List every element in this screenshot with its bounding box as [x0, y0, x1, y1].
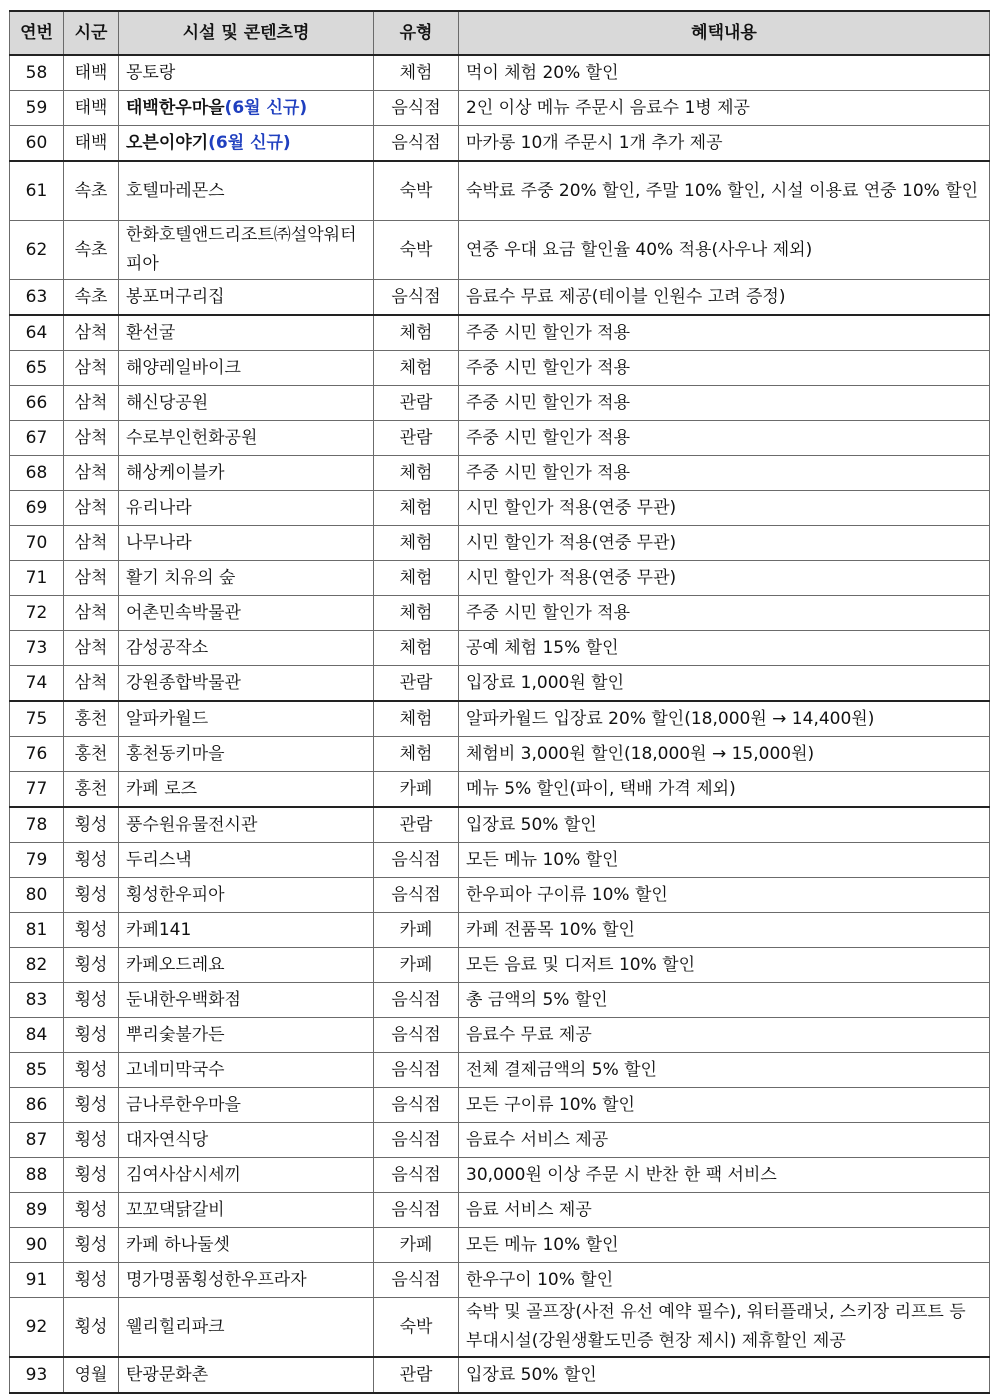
header-type: 유형: [374, 11, 459, 55]
header-row: [10, 11, 990, 55]
cell-type: 관람: [374, 421, 459, 456]
cell-benefit: 30,000원 이상 주문 시 반찬 한 팩 서비스: [459, 1158, 990, 1193]
cell-facility-name: [119, 1228, 374, 1263]
cell-number: 87: [10, 1123, 64, 1158]
cell-facility-name: [119, 772, 374, 808]
cell-number: 59: [10, 91, 64, 126]
cell-facility-name: [119, 526, 374, 561]
cell-facility-name: [119, 701, 374, 737]
cell-number: 68: [10, 456, 64, 491]
cell-benefit: 숙박료 주중 20% 할인, 주말 10% 할인, 시설 이용료 연중 10% 할인: [459, 161, 990, 221]
cell-benefit: 연중 우대 요금 할인율 40% 적용(사우나 제외): [459, 221, 990, 280]
benefit-table: [9, 10, 990, 1394]
table-row: [10, 1298, 990, 1358]
table-row: [10, 913, 990, 948]
cell-number: 74: [10, 666, 64, 702]
cell-type: 카페: [374, 948, 459, 983]
cell-city: 홍천: [64, 701, 119, 737]
cell-facility-name: [119, 1123, 374, 1158]
cell-facility-name: [119, 421, 374, 456]
cell-type: 음식점: [374, 1193, 459, 1228]
table-row: [10, 1228, 990, 1263]
cell-type: 음식점: [374, 1263, 459, 1298]
cell-facility-name: [119, 351, 374, 386]
cell-city: 횡성: [64, 1263, 119, 1298]
cell-number: 67: [10, 421, 64, 456]
facility-name: 활기 치유의 숲: [126, 567, 236, 588]
cell-type: 음식점: [374, 1123, 459, 1158]
cell-number: 61: [10, 161, 64, 221]
facility-name: 카페 하나둘셋: [126, 1234, 230, 1255]
cell-number: 72: [10, 596, 64, 631]
cell-type: 카페: [374, 1228, 459, 1263]
facility-name: 감성공작소: [126, 637, 209, 658]
facility-name: 한화호텔앤드리조트㈜설악워터피아: [126, 225, 357, 274]
cell-type: 체험: [374, 491, 459, 526]
table-row: [10, 737, 990, 772]
cell-type: 음식점: [374, 91, 459, 126]
table-row: [10, 1018, 990, 1053]
cell-city: 횡성: [64, 1018, 119, 1053]
cell-city: 횡성: [64, 1298, 119, 1358]
cell-city: 횡성: [64, 807, 119, 843]
cell-city: 삼척: [64, 631, 119, 666]
cell-benefit: 시민 할인가 적용(연중 무관): [459, 491, 990, 526]
cell-type: 체험: [374, 631, 459, 666]
cell-number: 76: [10, 737, 64, 772]
facility-name: 대자연식당: [126, 1129, 209, 1150]
cell-type: 음식점: [374, 1018, 459, 1053]
cell-type: 관람: [374, 807, 459, 843]
cell-city: 태백: [64, 91, 119, 126]
cell-city: 홍천: [64, 737, 119, 772]
cell-city: 횡성: [64, 1053, 119, 1088]
cell-facility-name: [119, 280, 374, 316]
cell-facility-name: [119, 91, 374, 126]
facility-name: 유리나라: [126, 497, 192, 518]
cell-type: 체험: [374, 701, 459, 737]
facility-name: 나무나라: [126, 532, 192, 553]
facility-name: 환선굴: [126, 322, 176, 343]
facility-name: 웰리힐리파크: [126, 1316, 225, 1337]
table-row: [10, 1088, 990, 1123]
cell-type: 체험: [374, 456, 459, 491]
cell-number: 62: [10, 221, 64, 280]
table-row: [10, 491, 990, 526]
cell-number: 84: [10, 1018, 64, 1053]
table-body: [10, 55, 990, 1393]
cell-benefit: 주중 시민 할인가 적용: [459, 456, 990, 491]
cell-type: 체험: [374, 315, 459, 351]
facility-name: 해신당공원: [126, 392, 209, 413]
cell-facility-name: [119, 161, 374, 221]
facility-name: 해양레일바이크: [126, 357, 241, 378]
table-row: [10, 55, 990, 91]
facility-name: 알파카월드: [126, 708, 209, 729]
cell-type: 음식점: [374, 878, 459, 913]
facility-name: 카페오드레요: [126, 954, 225, 975]
cell-number: 90: [10, 1228, 64, 1263]
cell-number: 65: [10, 351, 64, 386]
table-row: [10, 221, 990, 280]
cell-number: 63: [10, 280, 64, 316]
cell-number: 75: [10, 701, 64, 737]
cell-facility-name: [119, 1298, 374, 1358]
table-row: [10, 596, 990, 631]
cell-facility-name: [119, 948, 374, 983]
cell-type: 음식점: [374, 1053, 459, 1088]
table-row: [10, 126, 990, 162]
cell-type: 체험: [374, 737, 459, 772]
cell-type: 음식점: [374, 126, 459, 162]
cell-facility-name: [119, 55, 374, 91]
cell-benefit: 숙박 및 골프장(사전 유선 예약 필수), 워터플래닛, 스키장 리프트 등 부대시설(강원생활도민증 현장 제시) 제휴할인 제공: [459, 1298, 990, 1358]
cell-benefit: 주중 시민 할인가 적용: [459, 421, 990, 456]
facility-name: 두리스낵: [126, 849, 192, 870]
table-row: [10, 561, 990, 596]
table-row: [10, 1158, 990, 1193]
cell-city: 태백: [64, 126, 119, 162]
cell-number: 83: [10, 983, 64, 1018]
cell-facility-name: [119, 1158, 374, 1193]
cell-city: 횡성: [64, 1158, 119, 1193]
cell-number: 81: [10, 913, 64, 948]
cell-benefit: 시민 할인가 적용(연중 무관): [459, 561, 990, 596]
cell-facility-name: [119, 596, 374, 631]
cell-facility-name: [119, 1053, 374, 1088]
cell-facility-name: [119, 561, 374, 596]
cell-benefit: 2인 이상 메뉴 주문시 음료수 1병 제공: [459, 91, 990, 126]
cell-number: 86: [10, 1088, 64, 1123]
cell-facility-name: [119, 1018, 374, 1053]
cell-benefit: 음료 서비스 제공: [459, 1193, 990, 1228]
facility-name: 어촌민속박물관: [126, 602, 241, 623]
cell-city: 횡성: [64, 843, 119, 878]
header-facility-name: 시설 및 콘텐츠명: [119, 11, 374, 55]
cell-number: 77: [10, 772, 64, 808]
cell-type: 관람: [374, 1357, 459, 1393]
cell-facility-name: [119, 1088, 374, 1123]
cell-facility-name: [119, 807, 374, 843]
cell-city: 삼척: [64, 315, 119, 351]
facility-name: 봉포머구리집: [126, 286, 225, 307]
facility-name: 금나루한우마을: [126, 1094, 241, 1115]
cell-benefit: 체험비 3,000원 할인(18,000원 → 15,000원): [459, 737, 990, 772]
cell-city: 횡성: [64, 1088, 119, 1123]
cell-city: 속초: [64, 161, 119, 221]
cell-number: 73: [10, 631, 64, 666]
cell-number: 69: [10, 491, 64, 526]
table-row: [10, 807, 990, 843]
cell-benefit: 모든 메뉴 10% 할인: [459, 1228, 990, 1263]
cell-benefit: 입장료 1,000원 할인: [459, 666, 990, 702]
table-row: [10, 351, 990, 386]
cell-benefit: 모든 구이류 10% 할인: [459, 1088, 990, 1123]
facility-name: 탄광문화촌: [126, 1364, 209, 1385]
facility-name: 태백한우마을: [126, 97, 225, 118]
cell-facility-name: [119, 983, 374, 1018]
cell-facility-name: [119, 666, 374, 702]
table-row: [10, 386, 990, 421]
facility-name: 호텔마레몬스: [126, 180, 225, 201]
table-header: [10, 11, 990, 55]
cell-benefit: 주중 시민 할인가 적용: [459, 596, 990, 631]
cell-benefit: 총 금액의 5% 할인: [459, 983, 990, 1018]
facility-name: 둔내한우백화점: [126, 989, 241, 1010]
cell-benefit: 한우구이 10% 할인: [459, 1263, 990, 1298]
cell-facility-name: [119, 126, 374, 162]
cell-city: 삼척: [64, 456, 119, 491]
cell-city: 속초: [64, 280, 119, 316]
cell-city: 삼척: [64, 561, 119, 596]
facility-name: 꼬꼬댁닭갈비: [126, 1199, 225, 1220]
cell-number: 85: [10, 1053, 64, 1088]
cell-type: 숙박: [374, 221, 459, 280]
facility-name: 명가명품횡성한우프라자: [126, 1269, 307, 1290]
cell-benefit: 모든 메뉴 10% 할인: [459, 843, 990, 878]
cell-number: 89: [10, 1193, 64, 1228]
header-benefit: 혜택내용: [459, 11, 990, 55]
cell-type: 음식점: [374, 843, 459, 878]
cell-facility-name: [119, 631, 374, 666]
cell-number: 71: [10, 561, 64, 596]
table-row: [10, 1193, 990, 1228]
cell-type: 음식점: [374, 1088, 459, 1123]
facility-name: 횡성한우피아: [126, 884, 225, 905]
cell-benefit: 시민 할인가 적용(연중 무관): [459, 526, 990, 561]
cell-benefit: 주중 시민 할인가 적용: [459, 351, 990, 386]
table-row: [10, 843, 990, 878]
table-row: [10, 315, 990, 351]
facility-name: 뿌리숯불가든: [126, 1024, 225, 1045]
table-row: [10, 526, 990, 561]
table-row: [10, 1357, 990, 1393]
cell-type: 카페: [374, 772, 459, 808]
table-row: [10, 948, 990, 983]
facility-name: 몽토랑: [126, 62, 176, 83]
cell-city: 횡성: [64, 913, 119, 948]
cell-city: 영월: [64, 1357, 119, 1393]
cell-city: 횡성: [64, 1228, 119, 1263]
cell-city: 횡성: [64, 1193, 119, 1228]
cell-benefit: 공예 체험 15% 할인: [459, 631, 990, 666]
cell-benefit: 먹이 체험 20% 할인: [459, 55, 990, 91]
cell-facility-name: [119, 1357, 374, 1393]
cell-city: 삼척: [64, 666, 119, 702]
table-row: [10, 878, 990, 913]
header-number: 연번: [10, 11, 64, 55]
cell-benefit: 주중 시민 할인가 적용: [459, 386, 990, 421]
cell-city: 삼척: [64, 526, 119, 561]
cell-city: 횡성: [64, 983, 119, 1018]
cell-number: 66: [10, 386, 64, 421]
cell-city: 삼척: [64, 491, 119, 526]
cell-city: 태백: [64, 55, 119, 91]
cell-city: 삼척: [64, 351, 119, 386]
new-badge: (6월 신규): [208, 132, 291, 153]
facility-name: 해상케이블카: [126, 462, 225, 483]
cell-facility-name: [119, 843, 374, 878]
cell-type: 관람: [374, 386, 459, 421]
cell-number: 91: [10, 1263, 64, 1298]
facility-name: 카페141: [126, 919, 192, 940]
cell-benefit: 주중 시민 할인가 적용: [459, 315, 990, 351]
cell-type: 카페: [374, 913, 459, 948]
cell-type: 체험: [374, 351, 459, 386]
cell-facility-name: [119, 878, 374, 913]
table-row: [10, 983, 990, 1018]
cell-benefit: 카페 전품목 10% 할인: [459, 913, 990, 948]
new-badge: (6월 신규): [224, 97, 308, 118]
table-row: [10, 421, 990, 456]
cell-number: 70: [10, 526, 64, 561]
cell-facility-name: [119, 456, 374, 491]
table-row: [10, 1123, 990, 1158]
facility-name: 풍수원유물전시관: [126, 814, 258, 835]
facility-name: 홍천동키마을: [126, 743, 225, 764]
table-row: [10, 701, 990, 737]
table-row: [10, 631, 990, 666]
table-row: [10, 772, 990, 808]
cell-city: 삼척: [64, 596, 119, 631]
table-row: [10, 280, 990, 316]
facility-name: 오븐이야기: [126, 132, 209, 153]
cell-type: 체험: [374, 561, 459, 596]
cell-number: 92: [10, 1298, 64, 1358]
cell-benefit: 한우피아 구이류 10% 할인: [459, 878, 990, 913]
cell-number: 78: [10, 807, 64, 843]
cell-number: 93: [10, 1357, 64, 1393]
cell-benefit: 입장료 50% 할인: [459, 807, 990, 843]
cell-city: 횡성: [64, 948, 119, 983]
table-row: [10, 91, 990, 126]
header-city: 시군: [64, 11, 119, 55]
cell-number: 64: [10, 315, 64, 351]
cell-facility-name: [119, 315, 374, 351]
facility-name: 김여사삼시세끼: [126, 1164, 241, 1185]
table-row: [10, 161, 990, 221]
cell-benefit: 모든 음료 및 디저트 10% 할인: [459, 948, 990, 983]
cell-type: 체험: [374, 55, 459, 91]
facility-name: 강원종합박물관: [126, 672, 241, 693]
cell-benefit: 입장료 50% 할인: [459, 1357, 990, 1393]
cell-number: 82: [10, 948, 64, 983]
cell-number: 79: [10, 843, 64, 878]
cell-city: 횡성: [64, 1123, 119, 1158]
facility-name: 수로부인헌화공원: [126, 427, 258, 448]
cell-facility-name: [119, 491, 374, 526]
cell-facility-name: [119, 386, 374, 421]
cell-city: 삼척: [64, 386, 119, 421]
cell-facility-name: [119, 737, 374, 772]
cell-benefit: 알파카월드 입장료 20% 할인(18,000원 → 14,400원): [459, 701, 990, 737]
cell-benefit: 음료수 무료 제공(테이블 인원수 고려 증정): [459, 280, 990, 316]
table-row: [10, 1053, 990, 1088]
table-row: [10, 666, 990, 702]
cell-type: 음식점: [374, 983, 459, 1018]
cell-city: 속초: [64, 221, 119, 280]
cell-type: 숙박: [374, 161, 459, 221]
cell-benefit: 음료수 서비스 제공: [459, 1123, 990, 1158]
table-row: [10, 1263, 990, 1298]
cell-facility-name: [119, 913, 374, 948]
cell-facility-name: [119, 1193, 374, 1228]
cell-number: 80: [10, 878, 64, 913]
cell-benefit: 음료수 무료 제공: [459, 1018, 990, 1053]
cell-facility-name: [119, 221, 374, 280]
cell-type: 체험: [374, 596, 459, 631]
facility-name: 카페 로즈: [126, 778, 198, 799]
cell-number: 58: [10, 55, 64, 91]
cell-number: 60: [10, 126, 64, 162]
cell-city: 횡성: [64, 878, 119, 913]
cell-benefit: 메뉴 5% 할인(파이, 택배 가격 제외): [459, 772, 990, 808]
table-row: [10, 456, 990, 491]
cell-type: 음식점: [374, 1158, 459, 1193]
cell-type: 음식점: [374, 280, 459, 316]
cell-type: 숙박: [374, 1298, 459, 1358]
cell-city: 삼척: [64, 421, 119, 456]
facility-name: 고네미막국수: [126, 1059, 225, 1080]
cell-benefit: 전체 결제금액의 5% 할인: [459, 1053, 990, 1088]
cell-number: 88: [10, 1158, 64, 1193]
cell-type: 체험: [374, 526, 459, 561]
cell-benefit: 마카롱 10개 주문시 1개 추가 제공: [459, 126, 990, 162]
cell-type: 관람: [374, 666, 459, 702]
cell-city: 홍천: [64, 772, 119, 808]
cell-facility-name: [119, 1263, 374, 1298]
